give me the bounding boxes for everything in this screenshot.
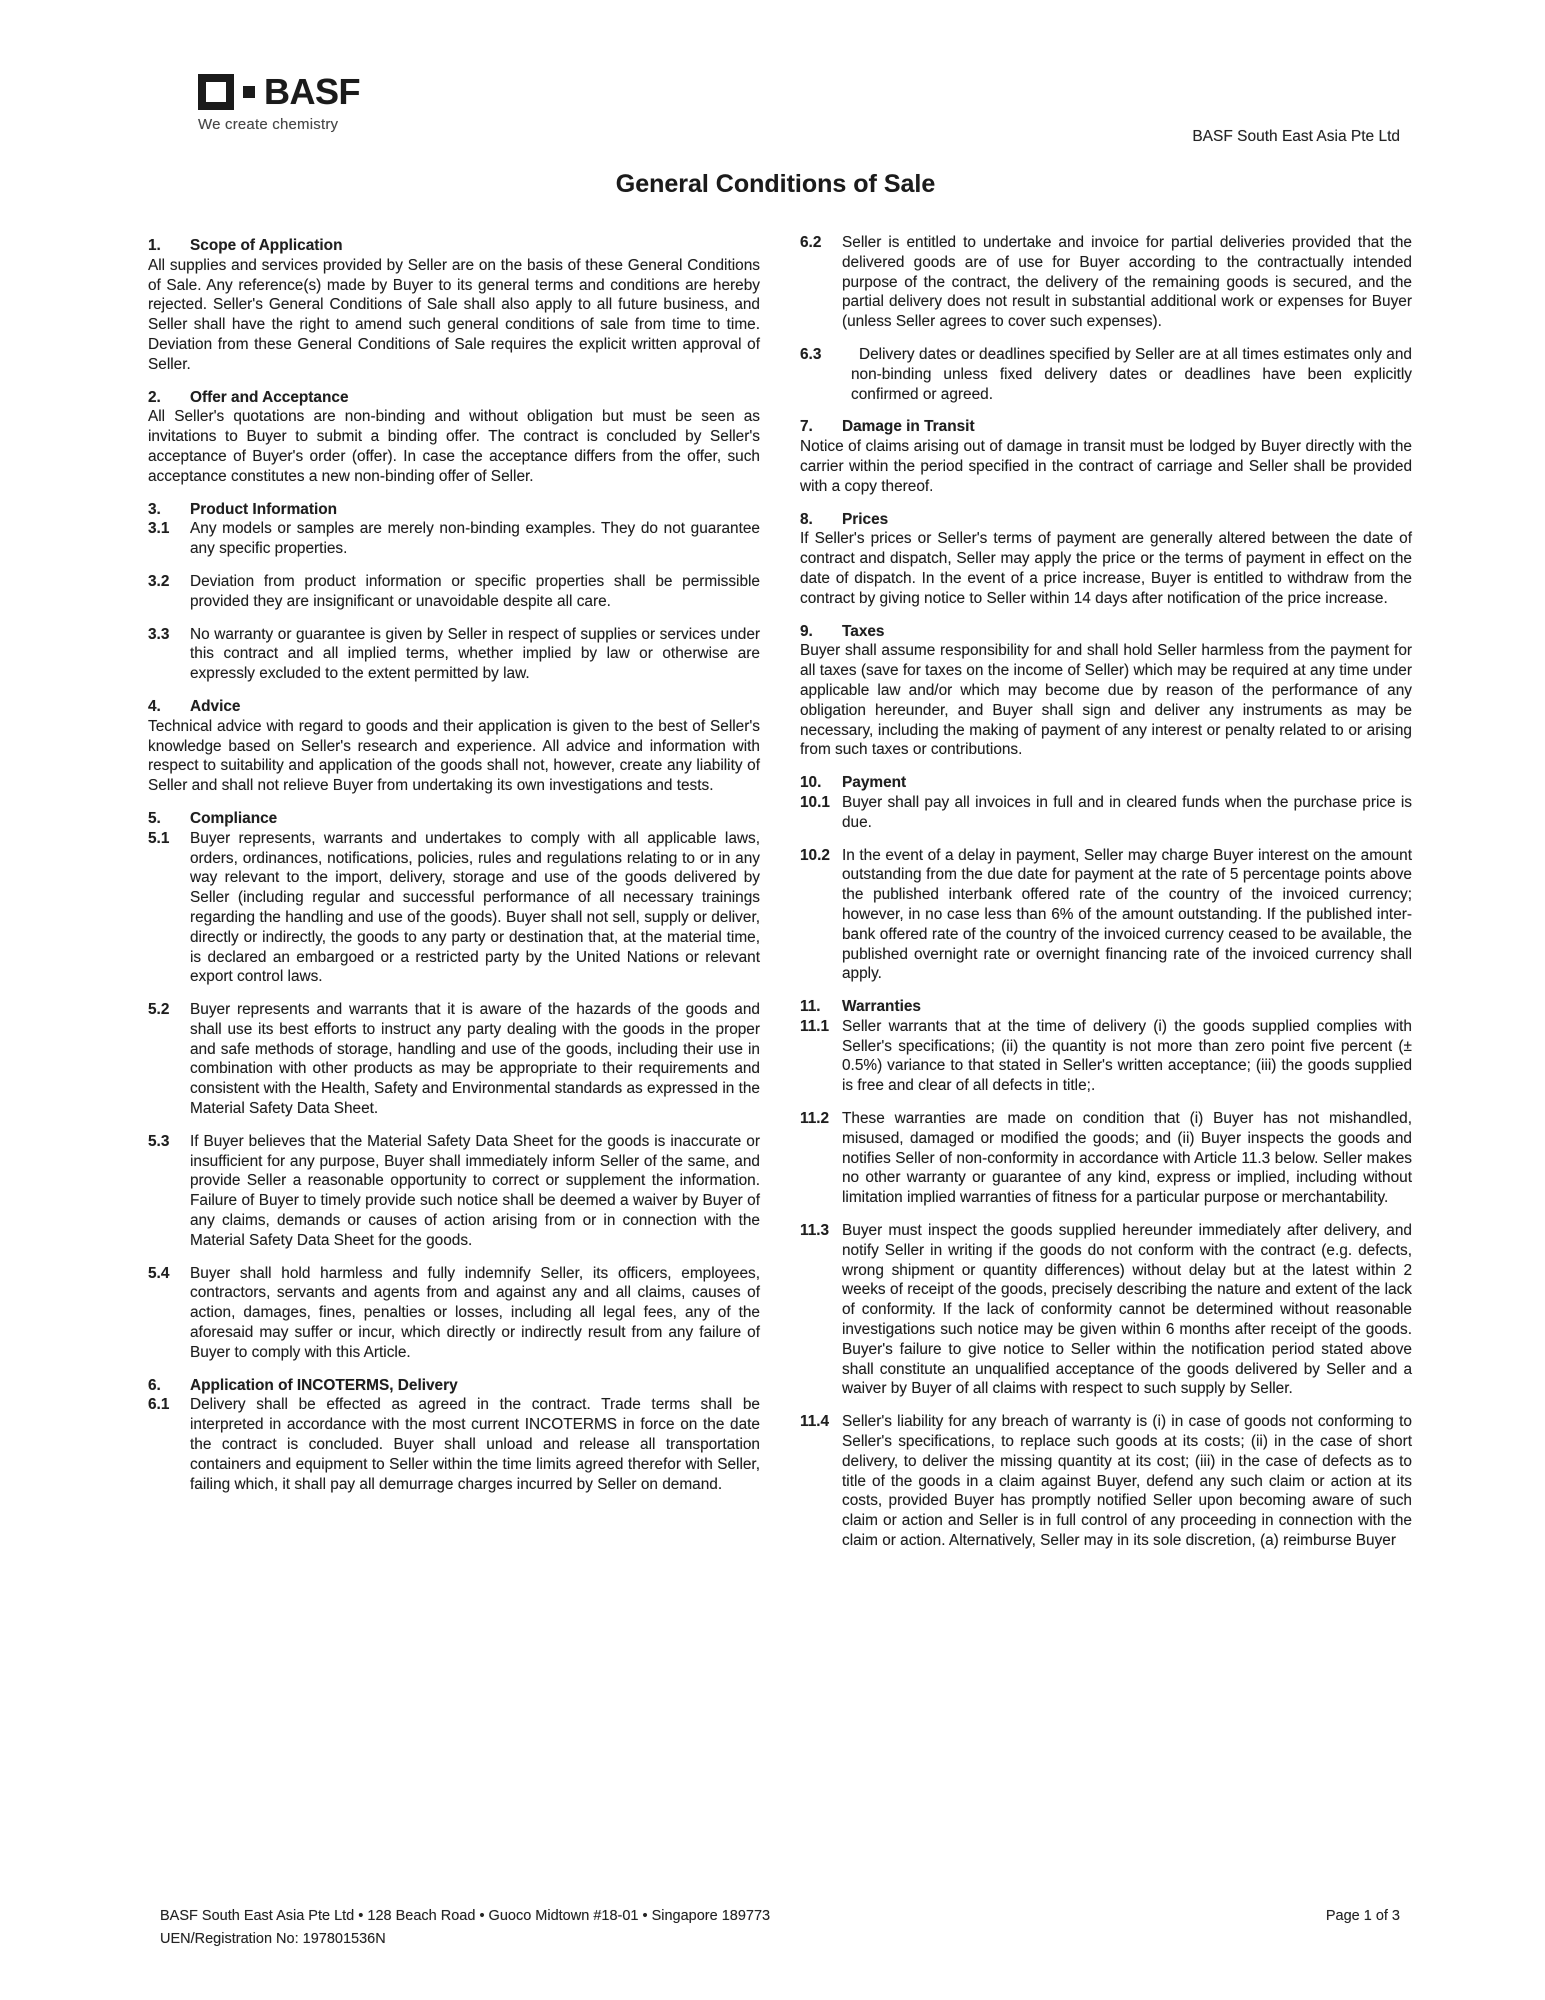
clause-item <box>148 829 760 987</box>
clause-item <box>148 1395 760 1494</box>
clause-number: 3.1 <box>148 520 170 538</box>
section-paragraph: Buyer shall assume responsibility for and shall hold Seller harmless from the payment for all taxes (save for taxes on the income of Seller) which may be required at any time under applicable law and/or which may become due by reason of the performance of any obligation hereunder, and Buyer shall sign and deliver any instruments as may be necessary, including the making of payment of any interest or penalty related to or arising from such taxes or contributions. <box>800 642 1412 759</box>
section-paragraph: All supplies and services provided by Seller are on the basis of these General Conditions of Sale. Any reference(s) made by Buyer to its general terms and conditions are hereby rejected. Seller's General Conditions of Sale shall also apply to all future business, and Seller shall have the right to amend such general conditions of sale from time to time. Deviation from these General Conditions of Sale requires the explicit written approval of Seller. <box>148 256 760 373</box>
section-heading <box>800 997 1412 1017</box>
section-title: Prices <box>842 510 889 528</box>
section-title: Taxes <box>842 622 885 640</box>
section-title: Scope of Application <box>190 237 343 254</box>
clause-number: 5.4 <box>148 1264 170 1282</box>
section-heading <box>148 500 760 520</box>
right-column <box>800 233 1412 1564</box>
clause-number: 11.4 <box>800 1413 830 1431</box>
clause-item <box>800 793 1412 833</box>
section-number: 2. <box>148 388 161 406</box>
clause-number: 11.1 <box>800 1017 830 1035</box>
left-column <box>148 233 760 1564</box>
clause-text: Buyer represents, warrants and undertakes to comply with all applicable laws, orders, ordinances, notifications, policies, rules and regulations relating to or in any way relevant to the import, delivery, storage and use of the goods delivered by Seller (including regular and successful performance of all necessary trainings regarding the handling and use of the goods). Buyer shall not sell, supply or deliver, directly or indirectly, the goods to any party or destination that, at the material time, is declared an embargoed or a restricted party by the United Nations or relevant export control laws. <box>190 829 760 986</box>
clause-item <box>800 345 1412 404</box>
clause-text: Buyer shall pay all invoices in full and in cleared funds when the purchase price is due. <box>842 793 1412 831</box>
clause-item <box>148 572 760 612</box>
basf-logo <box>198 71 360 133</box>
clause-item <box>148 625 760 684</box>
clause-number: 6.3 <box>800 345 822 363</box>
header-company-name: BASF South East Asia Pte Ltd <box>1192 128 1400 145</box>
section-heading <box>148 809 760 829</box>
section-number: 10. <box>800 774 822 792</box>
section-paragraph: All Seller's quotations are non-binding and without obligation but must be seen as invitations to Buyer to submit a binding offer. The contract is concluded by Seller's acceptance of Buyer's order (offer). In case the acceptance differs from the offer, such acceptance constitutes a new non-binding offer of Seller. <box>148 408 760 485</box>
clause-item <box>148 1132 760 1251</box>
section-number: 8. <box>800 510 813 528</box>
clause-text: Seller's liability for any breach of warranty is (i) in case of goods not conforming to Seller's specifications, to replace such goods at its costs; (ii) in the case of short delivery, to deliver the missing quantity at its cost; (iii) in the case of defects as to title of the goods in a claim against Buyer, defend any such claim or action at its costs, provided Buyer has promptly notified Seller upon becoming aware of such claim or action and Seller is in full control of any proceeding in connection with the claim or action. Alternatively, Seller may in its sole discretion, (a) reimburse Buyer <box>842 1413 1412 1550</box>
clause-number: 11.3 <box>800 1222 830 1240</box>
section-title: Warranties <box>842 998 921 1016</box>
section-heading <box>148 1376 760 1396</box>
section-title: Offer and Acceptance <box>190 388 349 406</box>
clause-number: 5.1 <box>148 829 170 847</box>
footer-registration: UEN/Registration No: 197801536N <box>160 1931 386 1947</box>
clause-text: Buyer represents and warrants that it is aware of the hazards of the goods and shall use its best efforts to instruct any party dealing with the goods in the proper and safe methods of storage, handling and use of the goods, including their use in combination with other products as may be appropriate to their requirements and consistent with the Health, Safety and Environmental standards as expressed in the Material Safety Data Sheet. <box>190 1001 760 1118</box>
section-paragraph: Technical advice with regard to goods and their application is given to the best of Seller's knowledge based on Seller's research and experience. All advice and information with respect to suitability and application of the goods shall not, however, create any liability of Seller and shall not relieve Buyer from undertaking its own investigations and tests. <box>148 717 760 795</box>
clause-item <box>148 519 760 559</box>
section-heading <box>148 697 760 717</box>
clause-number: 10.1 <box>800 793 830 811</box>
basf-logo-outline-square-icon <box>198 74 234 110</box>
section-number: 1. <box>148 237 161 254</box>
clause-text: Buyer shall hold harmless and fully indemnify Seller, its officers, employees, contractors, servants and agents from and against any and all claims, causes of action, damages, fines, penalties or losses, including all legal fees, any of the aforesaid may suffer or incur, which directly or indirectly result from any failure of Buyer to comply with this Article. <box>190 1264 760 1361</box>
section-heading <box>800 622 1412 642</box>
section-heading <box>800 510 1412 530</box>
clause-number: 3.2 <box>148 572 170 590</box>
page-footer <box>160 1908 1400 1947</box>
section-number: 11. <box>800 998 821 1016</box>
section-title: Payment <box>842 774 907 792</box>
clause-number: 10.2 <box>800 846 830 864</box>
section-title: Advice <box>190 697 241 715</box>
clause-text: Delivery dates or deadlines specified by Seller are at all times estimates only and non-binding unless fixed delivery dates or deadlines have been explicitly confirmed or agreed. <box>851 345 1412 403</box>
clause-number: 5.3 <box>148 1132 170 1150</box>
clause-text: Deviation from product information or specific properties shall be permissible provided they are insignificant or unavoidable despite all care. <box>190 572 760 610</box>
basf-logo-tagline: We create chemistry <box>198 116 339 133</box>
clause-item <box>800 1221 1412 1399</box>
document-body <box>148 233 1412 1564</box>
section-paragraph: If Seller's prices or Seller's terms of payment are generally altered between the date of contract and dispatch, Seller may apply the price or the terms of payment in effect on the date of dispatch. In the event of a price increase, Buyer is entitled to withdraw from the contract by giving notice to Seller within 14 days after notification of the price increase. <box>800 530 1412 607</box>
section-heading <box>148 236 760 256</box>
section-number: 9. <box>800 622 813 640</box>
section-heading <box>800 773 1412 793</box>
clause-item <box>148 1264 760 1363</box>
basf-logo-dot-square-icon <box>243 86 255 98</box>
clause-number: 3.3 <box>148 625 170 643</box>
clause-text: Any models or samples are merely non-binding examples. They do not guarantee any specific properties. <box>190 520 760 558</box>
section-title: Application of INCOTERMS, Delivery <box>190 1376 458 1394</box>
clause-item <box>800 233 1412 332</box>
clause-text: In the event of a delay in payment, Seller may charge Buyer interest on the amount outstanding from the due date for payment at the rate of 5 percentage points above the published interbank offered rate of the country of the invoiced currency; however, in no case less than 6% of the amount outstanding. If the published inter-bank offered rate of the country of the invoiced currency ceased to be available, the published overnight rate or overnight financing rate of the invoiced currency shall apply. <box>842 846 1412 983</box>
clause-text: Delivery shall be effected as agreed in the contract. Trade terms shall be interpreted in accordance with the most current INCOTERMS in force on the date the contract is concluded. Buyer shall unload and release all transportation containers and equipment to Seller within the time limits agreed therefor with Seller, failing which, it shall pay all demurrage charges incurred by Seller on demand. <box>190 1396 760 1493</box>
clause-text: Seller warrants that at the time of delivery (i) the goods supplied complies with Seller's specifications; (ii) the quantity is not more than zero point five percent (± 0.5%) variance to that stated in Seller's written acceptance; (iii) the goods supplied is free and clear of all defects in title;. <box>842 1017 1412 1095</box>
page-title: General Conditions of Sale <box>615 170 936 198</box>
footer-address: BASF South East Asia Pte Ltd • 128 Beach Road • Guoco Midtown #18-01 • Singapore 189773 <box>160 1908 771 1924</box>
section-number: 6. <box>148 1376 161 1394</box>
clause-text: If Buyer believes that the Material Safety Data Sheet for the goods is inaccurate or insufficient for any purpose, Buyer shall immediately inform Seller of the same, and provide Seller a reasonable opportunity to correct or supplement the information. Failure of Buyer to timely provide such notice shall be deemed a waiver by Buyer of any claims, demands or causes of action arising from or in connection with the Material Safety Data Sheet for the goods. <box>190 1132 760 1249</box>
clause-item <box>800 1412 1412 1551</box>
clause-item <box>800 1109 1412 1208</box>
clause-item <box>148 1000 760 1119</box>
section-number: 7. <box>800 418 813 436</box>
clause-text: Seller is entitled to undertake and invoice for partial deliveries provided that the delivered goods are of use for Buyer according to the contractually intended purpose of the contract, the delivery of the remaining goods is secured, and the partial delivery does not result in substantial additional work or expenses for Buyer (unless Seller agrees to cover such expenses). <box>842 234 1412 331</box>
clause-text: Buyer must inspect the goods supplied hereunder immediately after delivery, and notify Seller in writing if the goods do not conform with the contract (e.g. defects, wrong shipment or quantity differences) without delay but at the latest within 2 weeks of receipt of the goods, precisely describing the nature and extent of the lack of conformity. If the lack of conformity cannot be determined without reasonable investigations such notice may be given within 6 months after receipt of the goods. Buyer's failure to give notice to Seller within the notification period stated above shall constitute an unqualified acceptance of the goods delivered by Seller and a waiver by Buyer of all claims with respect to such supply by Seller. <box>842 1222 1412 1398</box>
section-number: 5. <box>148 809 161 827</box>
section-title: Compliance <box>190 809 278 827</box>
section-title: Damage in Transit <box>842 418 975 436</box>
section-heading <box>148 388 760 408</box>
basf-logo-text: BASF <box>264 71 360 112</box>
clause-number: 6.1 <box>148 1396 170 1414</box>
section-number: 4. <box>148 697 161 715</box>
clause-number: 11.2 <box>800 1110 830 1128</box>
section-title: Product Information <box>190 500 338 518</box>
clause-item <box>800 1017 1412 1096</box>
section-heading <box>800 417 1412 437</box>
footer-page-number: Page 1 of 3 <box>1325 1908 1400 1924</box>
section-number: 3. <box>148 500 161 518</box>
clause-text: These warranties are made on condition that (i) Buyer has not mishandled, misused, damaged or modified the goods; and (ii) Buyer inspects the goods and notifies Seller of non-conformity in accordance with Article 11.3 below. Seller makes no other warranty or guarantee of any kind, express or implied, including without limitation implied warranties of fitness for a particular purpose or merchantability. <box>842 1110 1412 1207</box>
clause-item <box>800 846 1412 985</box>
section-paragraph: Notice of claims arising out of damage in transit must be lodged by Buyer directly with the carrier within the period specified in the contract of carriage and Seller shall be provided with a copy thereof. <box>800 438 1412 495</box>
clause-number: 6.2 <box>800 234 822 251</box>
clause-text: No warranty or guarantee is given by Seller in respect of supplies or services under this contract and all implied terms, whether implied by law or otherwise are expressly excluded to the extent permitted by law. <box>190 625 760 683</box>
clause-number: 5.2 <box>148 1001 170 1019</box>
